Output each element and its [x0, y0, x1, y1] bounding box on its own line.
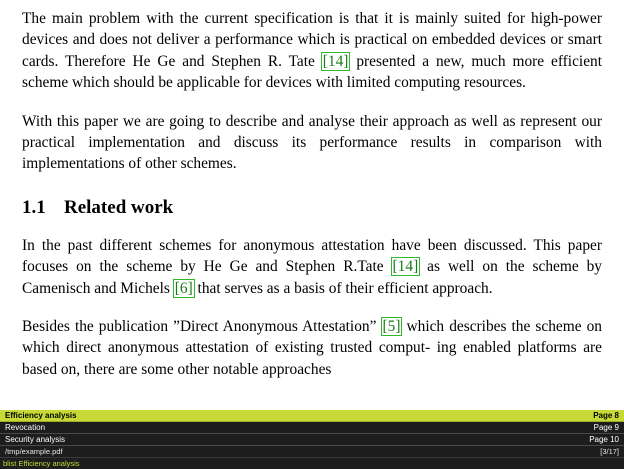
- status-bar: [0, 446, 624, 458]
- citation-6[interactable]: [6]: [174, 279, 193, 297]
- bookmark-page: Page 10: [589, 435, 619, 444]
- paragraph-intro: [22, 8, 602, 94]
- citation-14[interactable]: [14]: [322, 52, 349, 70]
- bookmark-item-efficiency-analysis[interactable]: [0, 410, 624, 422]
- paragraph-text: Besides the publication ”Direct Anonymous Attestation”: [22, 318, 382, 336]
- citation-14-second[interactable]: [14]: [392, 258, 419, 276]
- status-page-indicator: [3/17]: [600, 447, 619, 456]
- bottom-navigation-bar: [0, 410, 624, 468]
- status-file-path: /tmp/example.pdf: [5, 447, 63, 456]
- command-line[interactable]: [0, 458, 624, 469]
- paragraph-text-cont: which describes the scheme on which direct anonymous attestation of existing trusted comput- ing enabled platforms are based on, there are some other notable approaches: [22, 318, 602, 378]
- paragraph-related-work: [22, 235, 602, 299]
- paragraph-text: In the past different schemes for anonymous attestation have been discussed. This paper focuses on the scheme by He Ge and Stephen R.Tate: [22, 236, 602, 276]
- bookmark-label: Security analysis: [5, 435, 66, 444]
- section-heading-related-work: [22, 197, 602, 219]
- paragraph-text: The main problem with the current specification is that it is mainly suited for high-power devices and does not deliver a performance which is practical on embedded devices or smart cards. Therefore He Ge and Stephen R. Tate: [22, 10, 602, 70]
- section-number: 1.1: [22, 196, 46, 218]
- bookmark-label: Efficiency analysis: [5, 411, 77, 420]
- bookmark-list: [0, 410, 624, 469]
- bookmark-page: Page 9: [593, 423, 619, 432]
- bookmark-page: Page 8: [593, 411, 619, 420]
- bookmark-item-security-analysis[interactable]: [0, 434, 624, 446]
- bookmark-label: Revocation: [5, 423, 46, 432]
- paragraph-overview: [22, 111, 602, 175]
- paragraph-daa: [22, 316, 602, 380]
- paragraph-text-end: that serves as a basis of their efficient approach.: [193, 279, 493, 297]
- bookmark-item-revocation[interactable]: [0, 422, 624, 434]
- paragraph-text-cont: as well on the scheme by Camenisch and Michels: [22, 258, 602, 297]
- section-title: Related work: [64, 196, 174, 218]
- command-text: blist Efficiency analysis: [3, 459, 80, 468]
- citation-5[interactable]: [5]: [382, 318, 401, 336]
- paragraph-text-cont: presented a new, much more efficient scheme which should be applicable for devices with limited computing resources.: [22, 52, 602, 92]
- paragraph-text: With this paper we are going to describe and analyse their approach as well as represent our practical implementation and discuss its performance results in comparison with implementations of other schemes.: [22, 112, 602, 173]
